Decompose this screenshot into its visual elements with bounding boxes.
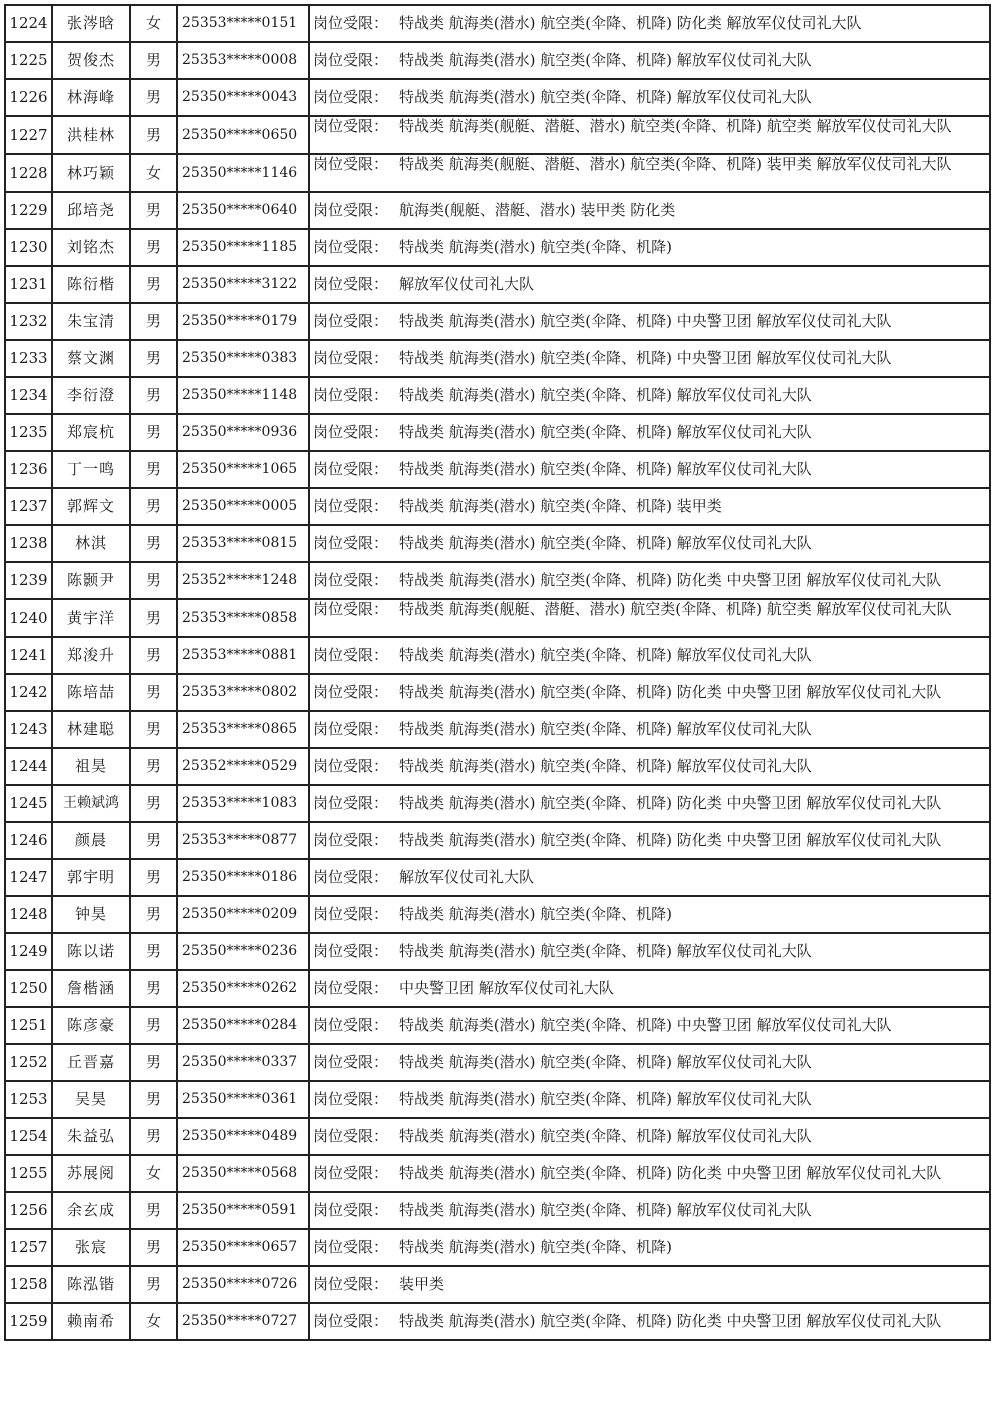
restriction-text: 特战类 航海类(潜水) 航空类(伞降、机降) 中央警卫团 解放军仪仗司礼大队 [399, 312, 892, 330]
restriction-text: 特战类 航海类(潜水) 航空类(伞降、机降) 解放军仪仗司礼大队 [399, 534, 812, 552]
restriction-label: 岗位受限： [313, 88, 389, 106]
candidate-name: 陈衍楷 [52, 266, 130, 303]
table-row [5, 822, 990, 859]
table-row [5, 933, 990, 970]
restriction-cell [309, 266, 990, 303]
row-number: 1226 [5, 79, 52, 116]
restriction-label: 岗位受限： [313, 1090, 389, 1108]
candidate-name: 陈颢尹 [52, 562, 130, 599]
restriction-label: 岗位受限： [313, 117, 389, 135]
candidate-name: 刘铭杰 [52, 229, 130, 266]
candidate-gender: 男 [130, 599, 177, 637]
restriction-label: 岗位受限： [313, 794, 389, 812]
restriction-label: 岗位受限： [313, 14, 389, 32]
restriction-label: 岗位受限： [313, 201, 389, 219]
row-number: 1243 [5, 711, 52, 748]
restriction-label: 岗位受限： [313, 942, 389, 960]
candidate-gender: 男 [130, 1044, 177, 1081]
candidate-name: 丘晋嘉 [52, 1044, 130, 1081]
restriction-label: 岗位受限： [313, 1238, 389, 1256]
row-number: 1250 [5, 970, 52, 1007]
table-row [5, 1081, 990, 1118]
row-number: 1237 [5, 488, 52, 525]
restriction-cell [309, 859, 990, 896]
candidate-gender: 女 [130, 5, 177, 42]
candidate-id: 25350*****0640 [177, 192, 309, 229]
restriction-text: 特战类 航海类(潜水) 航空类(伞降、机降) 解放军仪仗司礼大队 [399, 1201, 812, 1219]
restriction-cell [309, 562, 990, 599]
restriction-cell [309, 785, 990, 822]
restriction-label: 岗位受限： [313, 349, 389, 367]
candidate-gender: 男 [130, 451, 177, 488]
table-row [5, 1007, 990, 1044]
restriction-text: 特战类 航海类(潜水) 航空类(伞降、机降) 解放军仪仗司礼大队 [399, 1053, 812, 1071]
restriction-label: 岗位受限： [313, 497, 389, 515]
restriction-cell [309, 79, 990, 116]
candidate-gender: 男 [130, 1081, 177, 1118]
candidate-id: 25350*****1148 [177, 377, 309, 414]
candidate-id: 25350*****0568 [177, 1155, 309, 1192]
candidate-name: 赖南希 [52, 1303, 130, 1340]
candidate-id: 25353*****0802 [177, 674, 309, 711]
table-row [5, 1044, 990, 1081]
restriction-text: 装甲类 [399, 1275, 445, 1293]
table-row [5, 451, 990, 488]
candidate-name: 林淇 [52, 525, 130, 562]
restriction-text: 特战类 航海类(潜水) 航空类(伞降、机降) 防化类 中央警卫团 解放军仪仗司礼大队 [399, 683, 942, 701]
candidate-id: 25353*****0008 [177, 42, 309, 79]
restriction-text: 特战类 航海类(潜水) 航空类(伞降、机降) 解放军仪仗司礼大队 [399, 942, 812, 960]
restriction-cell [309, 599, 990, 637]
table-row [5, 377, 990, 414]
row-number: 1236 [5, 451, 52, 488]
restriction-text: 解放军仪仗司礼大队 [399, 868, 535, 886]
candidate-name: 郭辉文 [52, 488, 130, 525]
candidate-id: 25350*****0337 [177, 1044, 309, 1081]
candidate-id: 25350*****0236 [177, 933, 309, 970]
restriction-text: 中央警卫团 解放军仪仗司礼大队 [399, 979, 614, 997]
table-row [5, 1229, 990, 1266]
candidate-gender: 男 [130, 1007, 177, 1044]
candidate-name: 郭宇明 [52, 859, 130, 896]
candidate-gender: 男 [130, 525, 177, 562]
table-row [5, 1266, 990, 1303]
row-number: 1232 [5, 303, 52, 340]
candidate-id: 25350*****1146 [177, 154, 309, 192]
restriction-label: 岗位受限： [313, 1127, 389, 1145]
candidate-name: 林海峰 [52, 79, 130, 116]
restriction-label: 岗位受限： [313, 1016, 389, 1034]
restriction-cell [309, 896, 990, 933]
table-row [5, 229, 990, 266]
row-number: 1248 [5, 896, 52, 933]
restriction-label: 岗位受限： [313, 868, 389, 886]
candidate-gender: 男 [130, 42, 177, 79]
restriction-text: 特战类 航海类(潜水) 航空类(伞降、机降) 解放军仪仗司礼大队 [399, 460, 812, 478]
candidate-name: 祖昊 [52, 748, 130, 785]
table-row [5, 785, 990, 822]
table-row [5, 340, 990, 377]
restriction-cell [309, 1229, 990, 1266]
candidate-gender: 男 [130, 785, 177, 822]
restriction-cell [309, 1155, 990, 1192]
row-number: 1235 [5, 414, 52, 451]
row-number: 1230 [5, 229, 52, 266]
restriction-text: 特战类 航海类(潜水) 航空类(伞降、机降) 防化类 中央警卫团 解放军仪仗司礼大队 [399, 794, 942, 812]
table-row [5, 154, 990, 192]
restriction-label: 岗位受限： [313, 600, 389, 618]
candidate-gender: 男 [130, 970, 177, 1007]
table-row [5, 970, 990, 1007]
candidate-name: 陈泓锴 [52, 1266, 130, 1303]
row-number: 1234 [5, 377, 52, 414]
row-number: 1225 [5, 42, 52, 79]
candidate-name: 王赖斌鸿 [52, 785, 130, 822]
candidate-gender: 男 [130, 1192, 177, 1229]
row-number: 1258 [5, 1266, 52, 1303]
candidate-id: 25353*****0815 [177, 525, 309, 562]
restriction-text: 特战类 航海类(潜水) 航空类(伞降、机降) 装甲类 [399, 497, 722, 515]
candidate-id: 25350*****0361 [177, 1081, 309, 1118]
candidate-name: 张宸 [52, 1229, 130, 1266]
restriction-cell [309, 377, 990, 414]
candidate-id: 25353*****1083 [177, 785, 309, 822]
candidate-id: 25350*****0591 [177, 1192, 309, 1229]
restriction-text: 特战类 航海类(舰艇、潜艇、潜水) 航空类(伞降、机降) 航空类 解放军仪仗司礼大队 [399, 600, 952, 618]
restriction-text: 特战类 航海类(潜水) 航空类(伞降、机降) 防化类 中央警卫团 解放军仪仗司礼大队 [399, 1164, 942, 1182]
row-number: 1245 [5, 785, 52, 822]
restriction-cell [309, 1081, 990, 1118]
restriction-text: 特战类 航海类(潜水) 航空类(伞降、机降) 解放军仪仗司礼大队 [399, 386, 812, 404]
candidate-id: 25350*****0936 [177, 414, 309, 451]
restriction-label: 岗位受限： [313, 1201, 389, 1219]
candidate-id: 25352*****1248 [177, 562, 309, 599]
table-row [5, 5, 990, 42]
row-number: 1241 [5, 637, 52, 674]
restriction-cell [309, 5, 990, 42]
candidate-name: 蔡文渊 [52, 340, 130, 377]
row-number: 1229 [5, 192, 52, 229]
row-number: 1238 [5, 525, 52, 562]
restriction-label: 岗位受限： [313, 646, 389, 664]
candidate-id: 25350*****0209 [177, 896, 309, 933]
restriction-label: 岗位受限： [313, 275, 389, 293]
restriction-cell [309, 116, 990, 154]
restriction-label: 岗位受限： [313, 571, 389, 589]
candidate-name: 郑宸杭 [52, 414, 130, 451]
candidate-gender: 男 [130, 822, 177, 859]
candidate-id: 25350*****3122 [177, 266, 309, 303]
restriction-text: 特战类 航海类(舰艇、潜艇、潜水) 航空类(伞降、机降) 装甲类 解放军仪仗司礼大队 [399, 155, 952, 173]
restriction-label: 岗位受限： [313, 720, 389, 738]
candidate-id: 25350*****0657 [177, 1229, 309, 1266]
restriction-label: 岗位受限： [313, 534, 389, 552]
restriction-label: 岗位受限： [313, 423, 389, 441]
candidate-gender: 男 [130, 1266, 177, 1303]
restriction-cell [309, 414, 990, 451]
restriction-label: 岗位受限： [313, 460, 389, 478]
table-row [5, 488, 990, 525]
candidate-gender: 男 [130, 859, 177, 896]
candidate-name: 朱宝清 [52, 303, 130, 340]
restriction-table-body [5, 5, 990, 1340]
candidate-gender: 男 [130, 933, 177, 970]
candidate-id: 25353*****0881 [177, 637, 309, 674]
candidate-name: 吴昊 [52, 1081, 130, 1118]
candidate-gender: 男 [130, 748, 177, 785]
candidate-gender: 男 [130, 674, 177, 711]
table-row [5, 1192, 990, 1229]
table-row [5, 303, 990, 340]
candidate-gender: 男 [130, 637, 177, 674]
candidate-id: 25350*****0186 [177, 859, 309, 896]
table-row [5, 859, 990, 896]
candidate-gender: 男 [130, 896, 177, 933]
restriction-cell [309, 970, 990, 1007]
restriction-text: 特战类 航海类(潜水) 航空类(伞降、机降) 解放军仪仗司礼大队 [399, 646, 812, 664]
restriction-cell [309, 748, 990, 785]
candidate-id: 25350*****0043 [177, 79, 309, 116]
candidate-gender: 男 [130, 1229, 177, 1266]
restriction-text: 特战类 航海类(潜水) 航空类(伞降、机降) 防化类 中央警卫团 解放军仪仗司礼大队 [399, 1312, 942, 1330]
candidate-gender: 男 [130, 266, 177, 303]
candidate-gender: 男 [130, 229, 177, 266]
restriction-text: 特战类 航海类(潜水) 航空类(伞降、机降) 解放军仪仗司礼大队 [399, 1127, 812, 1145]
row-number: 1253 [5, 1081, 52, 1118]
row-number: 1246 [5, 822, 52, 859]
candidate-name: 洪桂林 [52, 116, 130, 154]
table-row [5, 266, 990, 303]
restriction-text: 特战类 航海类(潜水) 航空类(伞降、机降) 解放军仪仗司礼大队 [399, 51, 812, 69]
candidate-gender: 男 [130, 340, 177, 377]
table-row [5, 42, 990, 79]
row-number: 1233 [5, 340, 52, 377]
candidate-id: 25350*****0650 [177, 116, 309, 154]
row-number: 1256 [5, 1192, 52, 1229]
candidate-name: 林巧颖 [52, 154, 130, 192]
candidate-gender: 男 [130, 377, 177, 414]
restriction-text: 特战类 航海类(潜水) 航空类(伞降、机降) 解放军仪仗司礼大队 [399, 88, 812, 106]
candidate-id: 25353*****0865 [177, 711, 309, 748]
candidate-name: 詹楷涵 [52, 970, 130, 1007]
row-number: 1247 [5, 859, 52, 896]
candidate-name: 苏展阅 [52, 1155, 130, 1192]
restriction-cell [309, 711, 990, 748]
row-number: 1257 [5, 1229, 52, 1266]
restriction-text: 特战类 航海类(潜水) 航空类(伞降、机降) [399, 238, 672, 256]
candidate-id: 25350*****1065 [177, 451, 309, 488]
candidate-name: 陈彦豪 [52, 1007, 130, 1044]
candidate-id: 25350*****1185 [177, 229, 309, 266]
restriction-text: 特战类 航海类(潜水) 航空类(伞降、机降) 中央警卫团 解放军仪仗司礼大队 [399, 1016, 892, 1034]
candidate-name: 郑浚升 [52, 637, 130, 674]
candidate-name: 林建聪 [52, 711, 130, 748]
table-row [5, 674, 990, 711]
row-number: 1249 [5, 933, 52, 970]
candidate-name: 黄宇洋 [52, 599, 130, 637]
restriction-cell [309, 933, 990, 970]
candidate-gender: 男 [130, 192, 177, 229]
candidate-gender: 女 [130, 1303, 177, 1340]
restriction-label: 岗位受限： [313, 155, 389, 173]
restriction-label: 岗位受限： [313, 51, 389, 69]
row-number: 1254 [5, 1118, 52, 1155]
candidate-id: 25353*****0877 [177, 822, 309, 859]
restriction-cell [309, 488, 990, 525]
restriction-label: 岗位受限： [313, 757, 389, 775]
row-number: 1231 [5, 266, 52, 303]
row-number: 1244 [5, 748, 52, 785]
restriction-cell [309, 229, 990, 266]
restriction-cell [309, 42, 990, 79]
restriction-label: 岗位受限： [313, 312, 389, 330]
candidate-name: 陈以诺 [52, 933, 130, 970]
candidate-id: 25350*****0262 [177, 970, 309, 1007]
table-row [5, 525, 990, 562]
restriction-cell [309, 822, 990, 859]
table-row [5, 896, 990, 933]
restriction-text: 航海类(舰艇、潜艇、潜水) 装甲类 防化类 [399, 201, 676, 219]
table-row [5, 192, 990, 229]
candidate-id: 25350*****0727 [177, 1303, 309, 1340]
restriction-text: 特战类 航海类(潜水) 航空类(伞降、机降) 中央警卫团 解放军仪仗司礼大队 [399, 349, 892, 367]
restriction-text: 特战类 航海类(潜水) 航空类(伞降、机降) 解放军仪仗司礼大队 [399, 423, 812, 441]
row-number: 1255 [5, 1155, 52, 1192]
table-row [5, 1118, 990, 1155]
candidate-name: 陈培喆 [52, 674, 130, 711]
restriction-text: 特战类 航海类(舰艇、潜艇、潜水) 航空类(伞降、机降) 航空类 解放军仪仗司礼大队 [399, 117, 952, 135]
restriction-label: 岗位受限： [313, 386, 389, 404]
candidate-name: 朱益弘 [52, 1118, 130, 1155]
row-number: 1227 [5, 116, 52, 154]
restriction-label: 岗位受限： [313, 831, 389, 849]
candidate-gender: 男 [130, 562, 177, 599]
restriction-cell [309, 1044, 990, 1081]
table-row [5, 711, 990, 748]
candidate-id: 25352*****0529 [177, 748, 309, 785]
restriction-text: 特战类 航海类(潜水) 航空类(伞降、机降) 解放军仪仗司礼大队 [399, 757, 812, 775]
table-row [5, 414, 990, 451]
table-row [5, 637, 990, 674]
restriction-label: 岗位受限： [313, 683, 389, 701]
restriction-text: 特战类 航海类(潜水) 航空类(伞降、机降) 解放军仪仗司礼大队 [399, 1090, 812, 1108]
candidate-id: 25350*****0489 [177, 1118, 309, 1155]
candidate-id: 25350*****0005 [177, 488, 309, 525]
candidate-gender: 男 [130, 116, 177, 154]
candidate-name: 贺俊杰 [52, 42, 130, 79]
restriction-cell [309, 1192, 990, 1229]
candidate-gender: 男 [130, 1118, 177, 1155]
candidate-name: 颜晨 [52, 822, 130, 859]
row-number: 1252 [5, 1044, 52, 1081]
table-row [5, 599, 990, 637]
candidate-id: 25353*****0858 [177, 599, 309, 637]
row-number: 1259 [5, 1303, 52, 1340]
restriction-cell [309, 1007, 990, 1044]
candidate-gender: 男 [130, 488, 177, 525]
candidate-gender: 男 [130, 303, 177, 340]
candidate-name: 钟昊 [52, 896, 130, 933]
candidate-name: 丁一鸣 [52, 451, 130, 488]
table-row [5, 1303, 990, 1340]
row-number: 1240 [5, 599, 52, 637]
candidate-id: 25350*****0726 [177, 1266, 309, 1303]
restriction-label: 岗位受限： [313, 1312, 389, 1330]
restriction-cell [309, 303, 990, 340]
table-row [5, 562, 990, 599]
candidate-name: 张涔晗 [52, 5, 130, 42]
table-row [5, 79, 990, 116]
restriction-cell [309, 340, 990, 377]
restriction-text: 特战类 航海类(潜水) 航空类(伞降、机降) 解放军仪仗司礼大队 [399, 720, 812, 738]
candidate-name: 邱培尧 [52, 192, 130, 229]
candidate-id: 25350*****0284 [177, 1007, 309, 1044]
restriction-cell [309, 192, 990, 229]
table-row [5, 748, 990, 785]
row-number: 1224 [5, 5, 52, 42]
restriction-cell [309, 154, 990, 192]
candidate-id: 25350*****0383 [177, 340, 309, 377]
row-number: 1239 [5, 562, 52, 599]
restriction-cell [309, 674, 990, 711]
candidate-gender: 男 [130, 79, 177, 116]
candidate-gender: 女 [130, 154, 177, 192]
restriction-text: 特战类 航海类(潜水) 航空类(伞降、机降) 防化类 解放军仪仗司礼大队 [399, 14, 862, 32]
restriction-cell [309, 1303, 990, 1340]
restriction-cell [309, 1266, 990, 1303]
restriction-text: 特战类 航海类(潜水) 航空类(伞降、机降) 防化类 中央警卫团 解放军仪仗司礼大队 [399, 571, 942, 589]
candidate-id: 25353*****0151 [177, 5, 309, 42]
candidate-gender: 男 [130, 414, 177, 451]
row-number: 1251 [5, 1007, 52, 1044]
restriction-cell [309, 451, 990, 488]
restriction-text: 解放军仪仗司礼大队 [399, 275, 535, 293]
table-row [5, 116, 990, 154]
restriction-text: 特战类 航海类(潜水) 航空类(伞降、机降) [399, 1238, 672, 1256]
restriction-cell [309, 1118, 990, 1155]
candidate-name: 李衍澄 [52, 377, 130, 414]
restriction-cell [309, 637, 990, 674]
restriction-table [4, 4, 991, 1341]
candidate-gender: 男 [130, 711, 177, 748]
restriction-label: 岗位受限： [313, 238, 389, 256]
row-number: 1228 [5, 154, 52, 192]
candidate-name: 余玄成 [52, 1192, 130, 1229]
restriction-label: 岗位受限： [313, 1053, 389, 1071]
restriction-label: 岗位受限： [313, 1164, 389, 1182]
row-number: 1242 [5, 674, 52, 711]
candidate-id: 25350*****0179 [177, 303, 309, 340]
table-row [5, 1155, 990, 1192]
candidate-gender: 女 [130, 1155, 177, 1192]
restriction-text: 特战类 航海类(潜水) 航空类(伞降、机降) 防化类 中央警卫团 解放军仪仗司礼大队 [399, 831, 942, 849]
restriction-label: 岗位受限： [313, 905, 389, 923]
restriction-cell [309, 525, 990, 562]
restriction-label: 岗位受限： [313, 1275, 389, 1293]
restriction-label: 岗位受限： [313, 979, 389, 997]
restriction-text: 特战类 航海类(潜水) 航空类(伞降、机降) [399, 905, 672, 923]
